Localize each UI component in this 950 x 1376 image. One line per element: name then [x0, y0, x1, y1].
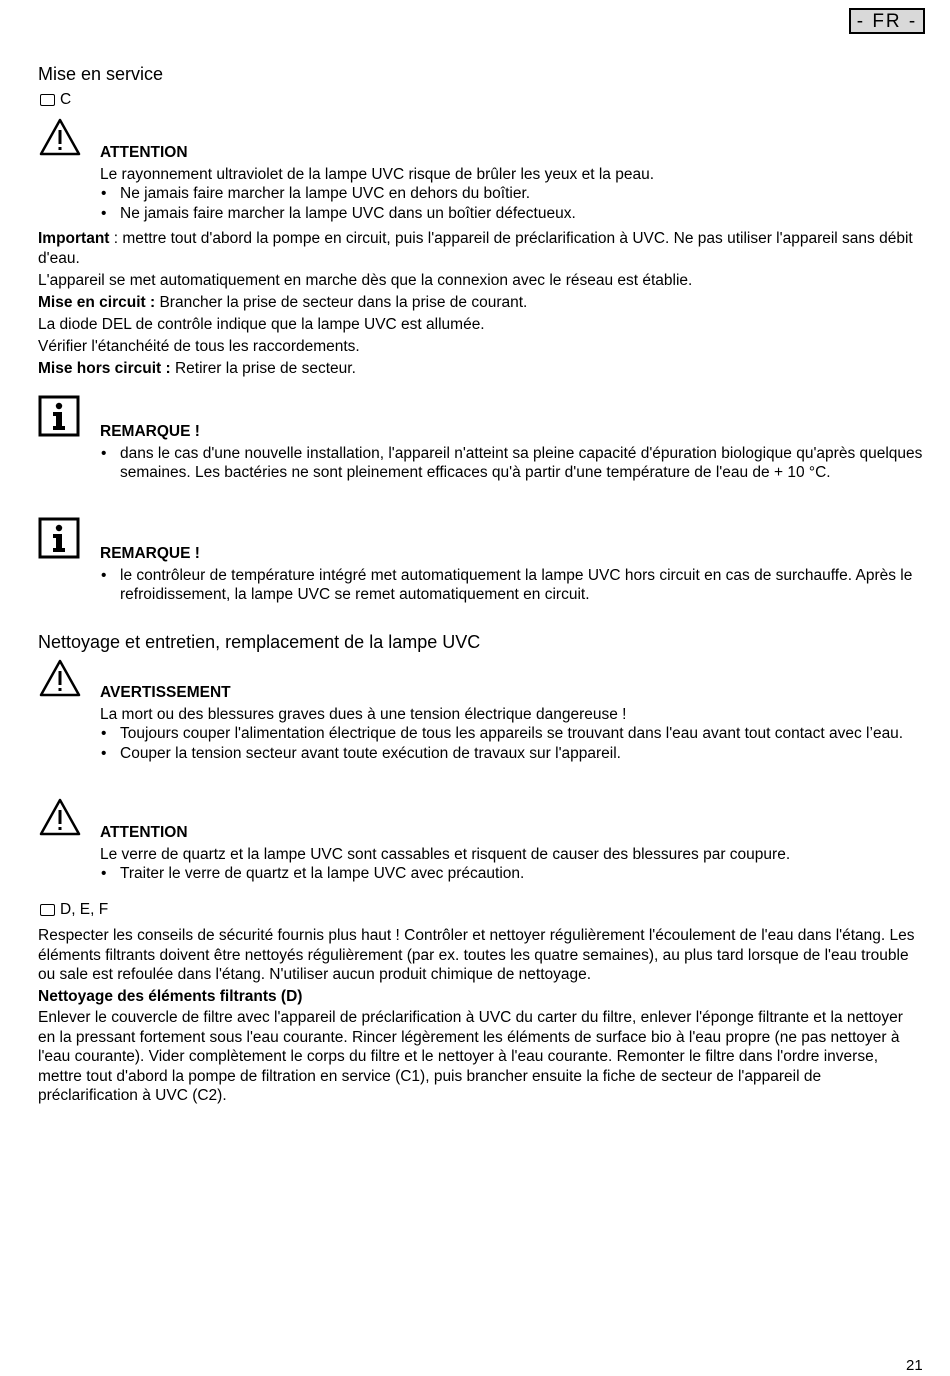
warning-notice [100, 683, 930, 763]
commissioning-instructions [38, 229, 918, 381]
list-item: • Ne jamais faire marcher la lampe UVC en dehors du boîtier. [100, 184, 930, 204]
attention-title: ATTENTION [100, 824, 188, 841]
list-item: • le contrôleur de température intégré met automatiquement la lampe UVC hors circuit en cas de surchauffe. Après le refroidissement, la lampe UVC se remet automatiquement en circuit. [100, 566, 930, 605]
attention-title: ATTENTION [100, 144, 188, 161]
check-seal-text: Vérifier l'étanchéité de tous les raccordements. [38, 337, 360, 355]
attention-list [100, 184, 930, 223]
warning-triangle-icon [38, 797, 82, 837]
cleaning-paragraph: Enlever le couvercle de filtre avec l'appareil de préclarification à UVC du carter du filtre, enlever l'éponge filtrante et la nettoyer en la pressant fortement sous l'eau courante. Rincer légèrement les éléments de surface bio à l'eau propre (ne pas nettoyer à l'eau courante). Vider complètement le corps du filtre et le nettoyer à l'eau courante. Remonter le filtre dans l'ordre inverse, mettre tout d'abord la pompe de filtration en service (C1), puis brancher ensuite la fiche de secteur de l'appareil de préclarification à UVC (C2). [38, 1009, 903, 1104]
led-text: La diode DEL de contrôle indique que la lampe UVC est allumée. [38, 315, 485, 333]
list-item: • Ne jamais faire marcher la lampe UVC dans un boîtier défectueux. [100, 204, 930, 224]
info-icon [38, 395, 80, 437]
attention-notice-2 [100, 823, 930, 884]
page-number: 21 [906, 1357, 923, 1374]
remark-title: REMARQUE ! [100, 545, 200, 562]
language-tag: - FR - [849, 8, 925, 34]
switch-off-label: Mise hors circuit : [38, 359, 171, 377]
remark-list [100, 444, 930, 483]
remark-title: REMARQUE ! [100, 423, 200, 440]
important-label: Important [38, 230, 110, 247]
section-title-maintenance: Nettoyage et entretien, remplacement de la lampe UVC [38, 632, 481, 652]
switch-on-label: Mise en circuit : [38, 293, 156, 311]
maintenance-text [38, 926, 918, 1106]
list-item: • Traiter le verre de quartz et la lampe UVC avec précaution. [100, 864, 930, 884]
warning-list [100, 724, 930, 763]
list-item: • dans le cas d'une nouvelle installation, l'appareil n'atteint sa pleine capacité d'épuration biologique qu'après quelques semaines. Les bactéries ne sont pleinement efficaces qu'à partir d'une température de l'eau de + 10 °C. [100, 444, 930, 483]
switch-on-text: Brancher la prise de secteur dans la prise de courant. [155, 293, 528, 311]
attention-notice [100, 143, 930, 223]
switch-off-text: Retirer la prise de secteur. [170, 359, 356, 377]
warning-triangle-icon [38, 117, 82, 157]
remark-notice-1 [100, 422, 930, 483]
list-item: • Toujours couper l'alimentation électrique de tous les appareils se trouvant dans l'eau avant tout contact avec l’eau. [100, 724, 930, 744]
remark-notice-2 [100, 544, 930, 605]
warning-title: AVERTISSEMENT [100, 684, 231, 701]
important-text: : mettre tout d'abord la pompe en circuit, puis l'appareil de préclarification à UVC. Ne pas utiliser l'appareil sans débit d'eau. [38, 230, 913, 267]
attention-text: Le rayonnement ultraviolet de la lampe UVC risque de brûler les yeux et la peau. [100, 165, 655, 183]
figure-reference-label: D, E, F [60, 901, 109, 918]
figure-box-icon [40, 904, 55, 916]
subheading-filter-cleaning: Nettoyage des éléments filtrants (D) [38, 987, 303, 1005]
attention-text: Le verre de quartz et la lampe UVC sont cassables et risquent de causer des blessures par coupure. [100, 845, 791, 863]
figure-reference [40, 900, 108, 920]
figure-box-icon [40, 94, 55, 106]
info-icon [38, 517, 80, 559]
attention-list [100, 864, 930, 884]
warning-triangle-icon [38, 658, 82, 698]
section-title-commissioning: Mise en service [38, 64, 164, 84]
figure-reference-label: C [60, 91, 72, 108]
remark-list [100, 566, 930, 605]
warning-text: La mort ou des blessures graves dues à une tension électrique dangereuse ! [100, 705, 627, 723]
figure-reference [40, 90, 71, 110]
safety-paragraph: Respecter les conseils de sécurité fournis plus haut ! Contrôler et nettoyer régulièrement l'écoulement de l'eau dans l'étang. Les éléments filtrants doivent être nettoyés régulièrement (par ex. toutes les quatre semaines), au plus tard lorsque de l'eau trouble ou sale est refoulée dans l'étang. N'utiliser aucun produit chimique de nettoyage. [38, 927, 915, 983]
list-item: • Couper la tension secteur avant toute exécution de travaux sur l'appareil. [100, 744, 930, 764]
auto-start-text: L'appareil se met automatiquement en marche dès que la connexion avec le réseau est établie. [38, 271, 693, 289]
